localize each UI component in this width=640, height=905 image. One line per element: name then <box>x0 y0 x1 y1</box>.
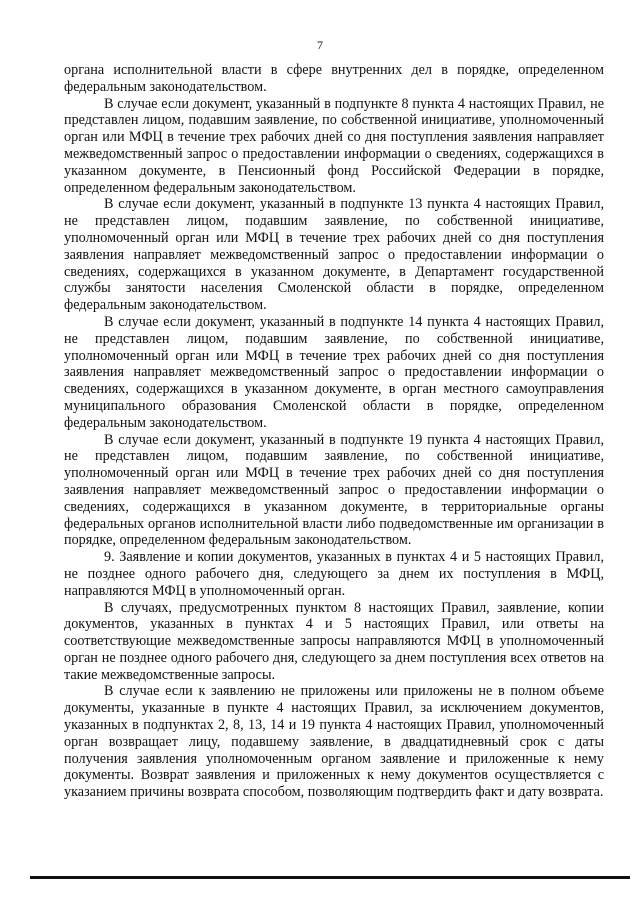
bottom-divider <box>30 876 630 879</box>
paragraph-local-government-request: В случае если документ, указанный в подпункте 14 пункта 4 настоящих Правил, не представлен лицом, подавшим заявление, по собственной инициативе, уполномоченный орган или МФЦ в течение трех рабочих дней со дня поступления заявления направляет межведомственный запрос о предоставлении информации о сведениях, содержащихся в указанном документе, в орган местного самоуправления муниципального образования Смоленской области в порядке, определенном федеральным законодательством. <box>64 313 604 431</box>
page-number: 7 <box>317 38 323 52</box>
document-body <box>64 62 604 801</box>
paragraph-continuation: органа исполнительной власти в сфере внутренних дел в порядке, определенном федеральным законодательством. <box>64 62 604 95</box>
paragraph-item-8-cases: В случаях, предусмотренных пунктом 8 настоящих Правил, заявление, копии документов, указанных в пунктах 4 и 5 настоящих Правил, или ответы на соответствующие межведомственные запросы направляются МФЦ в уполномоченный орган не позднее одного рабочего дня, следующего за днем поступления всех ответов на такие межведомственные запросы. <box>64 599 604 683</box>
paragraph-return-of-application: В случае если к заявлению не приложены или приложены не в полном объеме документы, указанные в пункте 4 настоящих Правил, за исключением документов, указанных в подпунктах 2, 8, 13, 14 и 19 пункта 4 настоящих Правил, уполномоченный орган возвращает лицу, подавшему заявление, в двадцатидневный срок с даты получения заявления уполномоченным органом заявление и приложенные к нему документы. Возврат заявления и приложенных к нему документов осуществляется с указанием причины возврата способом, позволяющим подтвердить факт и дату возврата. <box>64 683 604 801</box>
paragraph-pension-fund-request: В случае если документ, указанный в подпункте 8 пункта 4 настоящих Правил, не представлен лицом, подавшим заявление, по собственной инициативе, уполномоченный орган или МФЦ в течение трех рабочих дней со дня поступления заявления направляет межведомственный запрос о предоставлении информации о сведениях, содержащихся в указанном документе, в Пенсионный фонд Российской Федерации в порядке, определенном федеральным законодательством. <box>64 95 604 196</box>
paragraph-item-9: 9. Заявление и копии документов, указанных в пунктах 4 и 5 настоящих Правил, не позднее одного рабочего дня, следующего за днем их поступления в МФЦ, направляются МФЦ в уполномоченный орган. <box>64 549 604 599</box>
paragraph-employment-department-request: В случае если документ, указанный в подпункте 13 пункта 4 настоящих Правил, не представлен лицом, подавшим заявление, по собственной инициативе, уполномоченный орган или МФЦ в течение трех рабочих дней со дня поступления заявления направляет межведомственный запрос о предоставлении информации о сведениях, содержащихся в указанном документе, в Департамент государственной службы занятости населения Смоленской области в порядке, определенном федеральным законодательством. <box>64 196 604 314</box>
paragraph-federal-bodies-request: В случае если документ, указанный в подпункте 19 пункта 4 настоящих Правил, не представлен лицом, подавшим заявление, по собственной инициативе, уполномоченный орган или МФЦ в течение трех рабочих дней со дня поступления заявления направляет межведомственный запрос о предоставлении информации о сведениях, содержащихся в указанном документе, в территориальные органы федеральных органов исполнительной власти либо подведомственные им организации в порядке, определенном федеральным законодательством. <box>64 431 604 549</box>
